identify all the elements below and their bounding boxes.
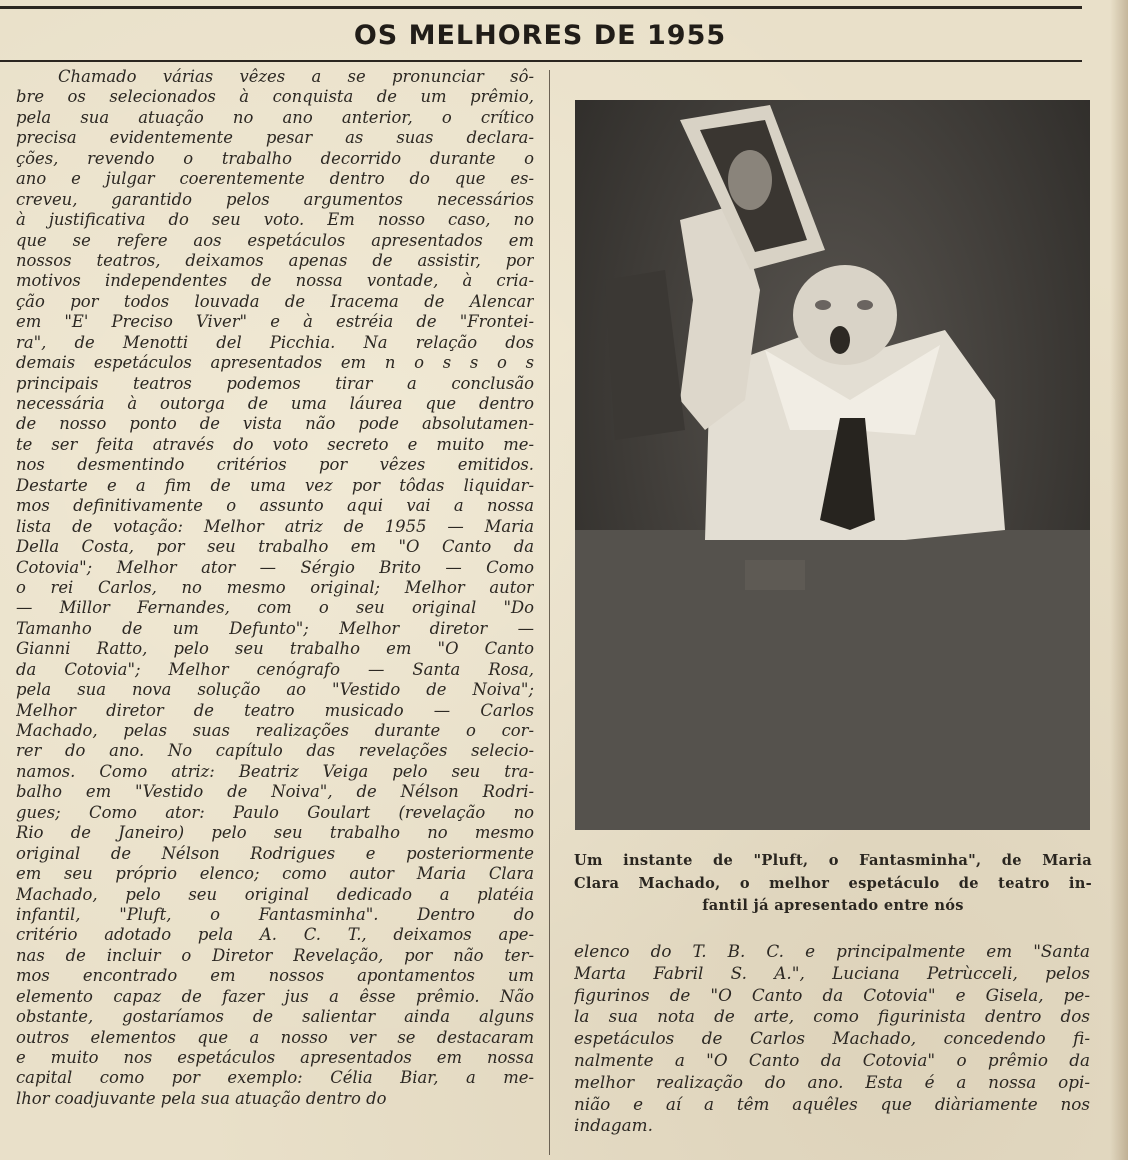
text-line: nião e aí a têm aquêles que diàriamente nos: [574, 1093, 1090, 1114]
text-line: em seu próprio elenco; como autor Maria Clara: [16, 864, 534, 884]
text-line: balho em "Vestido de Noiva", de Nélson Rodri-: [16, 782, 534, 802]
top-rule: [0, 6, 1082, 9]
caption-line: fantil já apresentado entre nós: [702, 897, 964, 914]
text-line: ção por todos louvada de Iracema de Alencar: [16, 291, 534, 311]
text-line: nalmente a "O Canto da Cotovia" o prêmio da: [574, 1049, 1090, 1070]
text-line: Marta Fabril S. A.", Luciana Petrùcceli, pelos: [574, 962, 1090, 983]
theater-photo: [575, 100, 1090, 830]
text-line: necessária à outorga de uma láurea que dentro: [16, 394, 534, 413]
text-line: Gianni Ratto, pelo seu trabalho em "O Canto: [16, 639, 534, 659]
text-line: em "E' Preciso Viver" e à estréia de "Frontei-: [16, 312, 534, 332]
text-line: da Cotovia"; Melhor cenógrafo — Santa Rosa,: [16, 659, 534, 679]
text-line: espetáculos de Carlos Machado, concedendo fi-: [574, 1028, 1090, 1049]
text-line: motivos independentes de nossa vontade, à cria-: [16, 271, 534, 291]
text-line: Della Costa, por seu trabalho em "O Canto da: [16, 537, 534, 557]
text-line: lhor coadjuvante pela sua atuação dentro do: [16, 1088, 387, 1108]
text-line: Tamanho de um Defunto"; Melhor diretor —: [16, 618, 534, 638]
headline-rule: [0, 60, 1082, 62]
text-line: critério adotado pela A. C. T., deixamos ape-: [16, 925, 534, 945]
photo-caption: [574, 850, 1092, 918]
text-line: principais teatros podemos tirar a conclusão: [16, 373, 534, 393]
text-line: nas de incluir o Diretor Revelação, por não ter-: [16, 945, 534, 965]
text-line: Machado, pelo seu original dedicado a platéia: [16, 884, 534, 904]
text-line: creveu, garantido pelos argumentos necessários: [16, 189, 534, 209]
text-line: nossos teatros, deixamos apenas de assistir, por: [16, 250, 534, 270]
text-line: pela sua nova solução ao "Vestido de Noiva";: [16, 680, 534, 700]
text-line: Melhor diretor de teatro musicado — Carlos: [16, 700, 534, 720]
text-line: outros elementos que a nosso ver se destacaram: [16, 1027, 534, 1047]
text-line: rer do ano. No capítulo das revelações selecio-: [16, 741, 534, 761]
text-line: de nosso ponto de vista não pode absolutamen-: [16, 414, 534, 434]
text-line: e muito nos espetáculos apresentados em nossa: [16, 1048, 534, 1067]
text-line: Machado, pelas suas realizações durante o cor-: [16, 721, 534, 740]
text-line: melhor realização do ano. Esta é a nossa opi-: [574, 1071, 1090, 1092]
text-line: ra", de Menotti del Picchia. Na relação dos: [16, 332, 534, 352]
text-line: elemento capaz de fazer jus a êsse prêmio. Não: [16, 986, 534, 1006]
text-line: namos. Como atriz: Beatriz Veiga pelo seu tra-: [16, 761, 534, 781]
text-line: indagam.: [574, 1115, 653, 1136]
caption-line: Um instante de "Pluft, o Fantasminha", de Maria: [574, 852, 1092, 869]
text-line: que se refere aos espetáculos apresentados em: [16, 230, 534, 250]
right-column: [574, 941, 1090, 1137]
column-divider: [549, 70, 550, 1155]
text-line: figurinos de "O Canto da Cotovia" e Gisela, pe-: [574, 984, 1090, 1005]
headline: OS MELHORES DE 1955: [353, 20, 727, 51]
left-column: [16, 67, 534, 1109]
text-line: pela sua atuação no ano anterior, o crítico: [16, 107, 534, 127]
text-line: lista de votação: Melhor atriz de 1955 — Maria: [16, 516, 534, 536]
text-line: — Millor Fernandes, com o seu original "Do: [16, 598, 534, 618]
text-line: capital como por exemplo: Célia Biar, a me-: [16, 1068, 534, 1088]
text-line: infantil, "Pluft, o Fantasminha". Dentro do: [16, 904, 534, 924]
text-line: demais espetáculos apresentados em n o s s o s: [16, 353, 534, 373]
text-line: Chamado várias vêzes a se pronunciar sô-: [58, 67, 534, 86]
text-line: gues; Como ator: Paulo Goulart (revelação no: [16, 802, 534, 822]
caption-line: Clara Machado, o melhor espetáculo de teatro in-: [574, 874, 1092, 892]
text-line: la sua nota de arte, como figurinista dentro dos: [574, 1006, 1090, 1027]
text-line: Rio de Janeiro) pelo seu trabalho no mesmo: [16, 823, 534, 843]
text-line: original de Nélson Rodrigues e posteriormente: [16, 843, 534, 863]
text-line: elenco do T. B. C. e principalmente em "Santa: [574, 941, 1090, 961]
text-line: ano e julgar coerentemente dentro do que es-: [16, 169, 534, 189]
text-line: Destarte e a fim de uma vez por tôdas liquidar-: [16, 475, 534, 495]
theater-photo-icon: [575, 100, 1090, 830]
text-line: à justificativa do seu voto. Em nosso caso, no: [16, 210, 534, 230]
text-line: mos encontrado em nossos apontamentos um: [16, 966, 534, 986]
page-edge-shadow: [1110, 0, 1128, 1160]
text-line: obstante, gostaríamos de salientar ainda alguns: [16, 1007, 534, 1027]
text-line: Cotovia"; Melhor ator — Sérgio Brito — Como: [16, 557, 534, 577]
text-line: mos definitivamente o assunto aqui vai a nossa: [16, 496, 534, 516]
text-line: precisa evidentemente pesar as suas declara-: [16, 128, 534, 148]
text-line: ções, revendo o trabalho decorrido durante o: [16, 148, 534, 168]
text-line: te ser feita através do voto secreto e muito me-: [16, 434, 534, 454]
text-line: o rei Carlos, no mesmo original; Melhor autor: [16, 577, 534, 597]
text-line: nos desmentindo critérios por vêzes emitidos.: [16, 455, 534, 475]
text-line: bre os selecionados à conquista de um prêmio,: [16, 87, 534, 107]
